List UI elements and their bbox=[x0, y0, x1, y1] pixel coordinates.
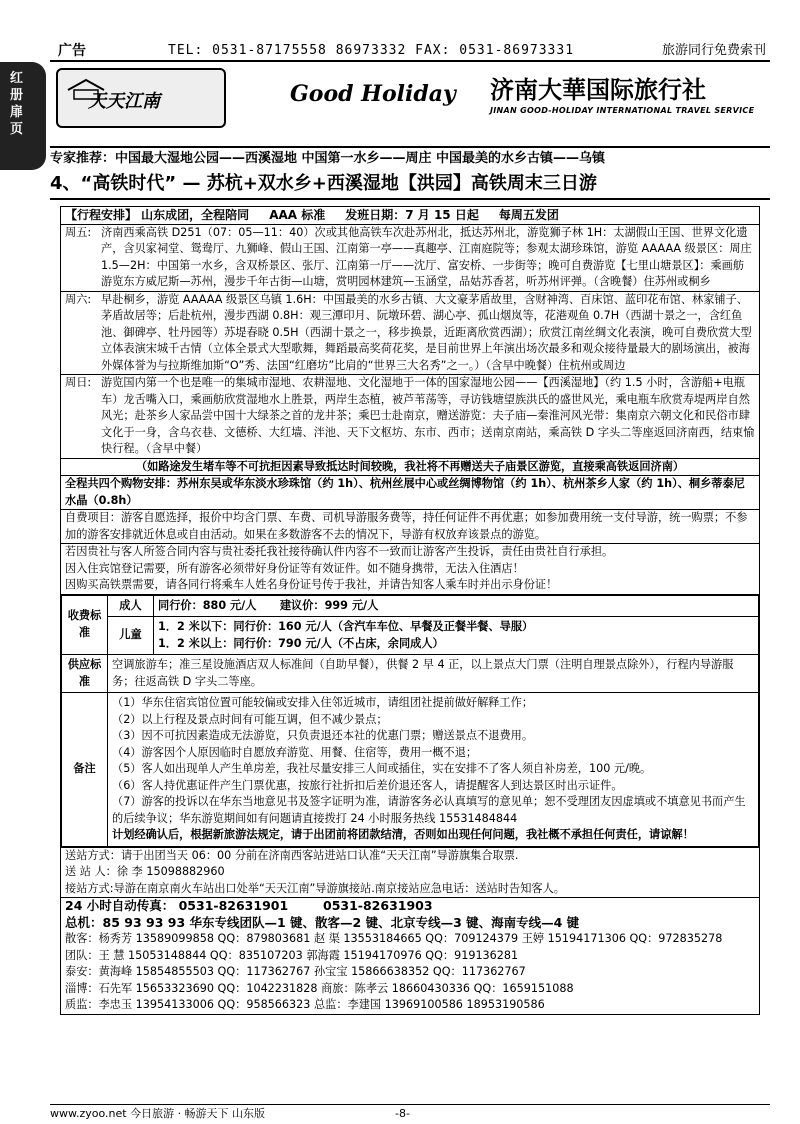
schedule-date: 发班日期：7 月 15 日起 bbox=[345, 208, 479, 222]
itinerary-box bbox=[60, 206, 760, 1015]
child-price-line: 1．2 米以下：同行价：160 元/人（含汽车车位、早餐及正餐半餐、导服） bbox=[158, 620, 534, 633]
day-row bbox=[61, 225, 759, 292]
term-item: 若因贵社与客人所签合同内容与贵社委托我社接待确认件内容不一致而让游客产生投诉，责任由贵社自行承担。 bbox=[65, 545, 614, 558]
term-item: 因入住宾馆登记需要，所有游客必须带好身份证等有效证件。如不随身携带，无法入住酒店！ bbox=[65, 561, 524, 575]
contact-line: 淄博：石先军 15653323690 QQ：1042231828 商旅：陈孝云 18660430336 QQ：1659151088 bbox=[65, 981, 574, 995]
tour-title: 4、“高铁时代” — 苏杭+双水乡+西溪湿地【洪园】高铁周末三日游 bbox=[50, 172, 770, 200]
contact-line: 质监：李忠玉 13954133006 QQ：958566323 总监：李建国 13969100586 18953190586 bbox=[65, 998, 545, 1011]
day-text: 早赴桐乡，游览 AAAAA 级景区乌镇 1.6H：中国最美的水乡古镇、大文豪茅盾故里，含财神湾、百床馆、蓝印花布馆、林家铺子、茅盾故居等；后赴杭州，漫步西湖 0.8H：观三潭印月、阮墩环碧、湖心亭、孤山烟岚等，花港观鱼 0.7H（西湖十景之一，含红鱼池、御碑亭、牡丹园等）苏堤春晓 0.5H（西湖十景之一，移步换景，近距离欣赏西湖）；欣赏江南丝绸文化表演，晚可自费欣赏大型立体表演宋城千古情（立体全景式大型歌舞，舞蹈最高奖荷花奖，是目前世界上年演出场次最多和观众接待量最大的剧场演出，被海外媒体誉为与拉斯维加斯“O”秀、法国“红磨坊”比肩的“世界三大名秀”之一。）（含早中晚餐）住杭州或周边 bbox=[101, 292, 752, 372]
company-name: 济南大華国际旅行社 bbox=[490, 76, 706, 104]
footer bbox=[50, 1104, 770, 1122]
contact-line: 泰安：黄海峰 15854855503 QQ：117362767 孙宝宝 15866638352 QQ：117362767 bbox=[65, 965, 526, 978]
self-pay-info: 自费项目：游客自愿选择，报价中均含门票、车费、司机导游服务费等，持任何证件不再优惠；如参加费用统一支付导游，统一购票；不参加的游客安排就近休息或自由活动。如果在多数游客不去的情况下，导游有权放弃该景点的游览。 bbox=[61, 510, 759, 544]
tel-fax-line: TEL: 0531-87175558 86973332 FAX: 0531-86973331 bbox=[168, 43, 575, 58]
day-label: 周六: bbox=[65, 292, 92, 306]
day-label: 周日: bbox=[65, 376, 92, 389]
day-row bbox=[61, 375, 759, 459]
adult-label: 成人 bbox=[108, 595, 154, 617]
payment-warning: 计划经确认后，根据新旅游法规定，请于出团前将团款结清，否则如出现任何问题，我社概不承担任何责任，请谅解！ bbox=[112, 828, 694, 841]
remarks-list bbox=[108, 693, 759, 847]
footer-site: www.zyoo.net 今日旅游 · 畅游天下 山东版 bbox=[50, 1107, 266, 1120]
day-text: 游览国内第一个也是唯一的集城市湿地、农耕湿地、文化湿地于一体的国家湿地公园——【西溪湿地】（约 1.5 小时，含游船+电瓶车）龙舌嘴入口，乘画舫欣赏湿地水上胜景，两岸生态植，被芦苇荡等，寻访钱塘望族洪氏的盛世风光，乘电瓶车欣赏寿堤两岸自然风光；赴茶乡人家品尝中国十大绿茶之首的龙井茶；乘巴士赴南京，赠送游览：夫子庙—秦淮河风光带：集南京六朝文化和民俗市肆文化于一身，含乌衣巷、文德桥、大红墙、泮池、天下文枢坊、东市、西市；送南京南站，乘高铁 D 字头二等座返回济南西，结束愉快行程。（含早中餐） bbox=[101, 376, 755, 455]
pickup-info: 接站方式:导游在南京南火车站出口处举“天天江南”导游旗接站.南京接站应急电话：送站时告知客人。 bbox=[65, 881, 565, 895]
page-number: -8- bbox=[395, 1107, 410, 1120]
peer-price: 同行价：880 元/人 bbox=[158, 598, 257, 612]
remark-item: （7）游客的投诉以在华东当地意见书及签字证明为准，请游客务必认真填写的意见单；恕不受理团友因虚填或不填意见书而产生的后续争议；华东游览期间如有问题请直接拨打 24 小时服务热线 15531484844 bbox=[112, 795, 746, 825]
remark-item: （2）以上行程及景点时间有可能互调，但不减少景点； bbox=[112, 712, 388, 726]
contact-line: 散客：杨秀芳 13589099858 QQ：879803681 赵 渠 13553184665 QQ：709124379 王婷 15194171306 QQ：972835278 bbox=[65, 932, 723, 945]
child-price bbox=[154, 617, 759, 655]
side-tab-char: 扉 bbox=[10, 105, 24, 120]
contact-section bbox=[61, 898, 759, 1014]
schedule-arrangement: 【行程安排】 山东成团，全程陪同 bbox=[65, 208, 250, 222]
ad-label: 广告 bbox=[58, 43, 86, 59]
fax-line bbox=[65, 898, 755, 915]
standard-text: 空调旅游车；准三星设施酒店双人标准间（自助早餐），供餐 2 早 4 正，以上景点大门票（注明自理景点除外），行程内导游服务；往返高铁 D 字头二等座。 bbox=[108, 655, 759, 693]
schedule-row bbox=[61, 207, 759, 225]
day-row bbox=[61, 292, 759, 376]
traffic-notice: （如路途发生堵车等不可抗拒因素导致抵达时间较晚，我社将不再赠送夫子庙景区游览，直接乘高铁返回济南） bbox=[61, 459, 759, 477]
side-tab-char: 红 bbox=[10, 71, 24, 86]
switchboard-line: 总机：85 93 93 93 华东专线团队—1 键、散客—2 键、北京专线—3 键、海南专线—4 键 bbox=[65, 914, 580, 930]
suggested-price: 建议价：999 元/人 bbox=[279, 598, 379, 612]
top-bar bbox=[50, 40, 770, 62]
remark-item: （4）游客因个人原因临时自愿放弃游览、用餐、住宿等，费用一概不退； bbox=[112, 745, 478, 759]
recommendation: 专家推荐：中国最大湿地公园——西溪湿地 中国第一水乡——周庄 中国最美的水乡古镇——乌镇 bbox=[50, 146, 770, 168]
remark-item: （5）客人如出现单人产生单房差，我社尽量安排三人间或插住，实在安排不了客人须自补房差，100 元/晚。 bbox=[112, 762, 652, 775]
free-label: 旅游同行免费索刊 bbox=[661, 43, 766, 58]
send-off-info: 送站方式：请于出团当天 06：00 分前在济南西客站进站口认准“天天江南”导游旗集合取票. bbox=[65, 848, 519, 862]
day-text: 济南西乘高铁 D251（07：05—11：40）次或其他高铁车次赴苏州北，抵达苏州北，游览狮子林 1H：太湖假山王国、世界文化遗产，含贝家祠堂、鸳鸯厅、九狮峰、假山王国、江南第一亭——真趣亭、江南庭院等；参观太湖珍珠馆，游览 AAAAA 级景区：周庄 1.5—2H：中国第一水乡，含双桥景区、张厅、江南第一厅——沈厅、富安桥、一步街等；晚可自费游览【七里山塘景区】：乘画舫游览东方威尼斯—苏州，漫步千年古街—山塘，赏明园林建筑—玉涵堂，品姑苏香茗，听苏州评弹。（含晚餐）住苏州或桐乡 bbox=[101, 225, 752, 288]
fax-number: 0531-82631903 bbox=[323, 898, 433, 913]
price-section bbox=[61, 595, 759, 848]
header bbox=[50, 66, 770, 134]
child-label: 儿童 bbox=[108, 617, 154, 655]
contact-line: 团队：王 慧 15053148844 QQ：835107203 郭海霞 15194170976 QQ：919136281 bbox=[65, 948, 519, 962]
standard-label: 供应标准 bbox=[62, 655, 108, 693]
side-tab-char: 册 bbox=[10, 88, 24, 103]
price-table bbox=[61, 595, 759, 847]
send-off-person: 送 站 人：徐 李 15098882960 bbox=[65, 865, 225, 878]
logo-text: 天天江南 bbox=[88, 91, 160, 112]
good-holiday-logo: Good Holiday bbox=[290, 81, 456, 107]
day-label: 周五: bbox=[65, 225, 92, 239]
remark-item: （3）因不可抗因素造成无法游览，只负责退还本社的优惠门票；赠送景点不退费用。 bbox=[112, 729, 534, 742]
remarks-label: 备注 bbox=[62, 693, 108, 847]
term-item: 因购买高铁票需要，请各同行将乘车人姓名身份证号传于我社，并请告知客人乘车时并出示身份证！ bbox=[65, 578, 558, 591]
fax-label: 24 小时自动传真： bbox=[65, 898, 175, 913]
side-tab bbox=[0, 62, 46, 170]
schedule-standard: AAA 标准 bbox=[269, 208, 326, 222]
adult-price bbox=[154, 595, 759, 617]
remark-item: （1）华东住宿宾馆位置可能较偏或安排入住邻近城市，请组团社提前做好解释工作； bbox=[112, 696, 534, 709]
remark-item: （6）客人持优惠证件产生门票优惠，按旅行社折扣后差价退还客人，请提醒客人到达景区时出示证件。 bbox=[112, 778, 623, 792]
schedule-frequency: 每周五发团 bbox=[498, 208, 559, 222]
logo bbox=[56, 68, 226, 128]
pickup-section bbox=[61, 848, 759, 899]
side-tab-char: 页 bbox=[10, 122, 24, 137]
shopping-info: 全程共四个购物安排：苏州东吴或华东淡水珍珠馆（约 1h）、杭州丝展中心或丝绸博物馆（约 1h）、杭州茶乡人家（约 1h）、桐乡蒂泰尼水晶（0.8h） bbox=[61, 476, 759, 510]
child-price-line: 1．2 米以上：同行价：790 元/人（不占床，余同成人） bbox=[158, 636, 444, 650]
company-name-en: JINAN GOOD-HOLIDAY INTERNATIONAL TRAVEL SERVICE bbox=[490, 106, 755, 115]
fax-number: 0531-82631901 bbox=[178, 898, 289, 913]
terms bbox=[61, 544, 759, 595]
price-label: 收费标准 bbox=[62, 595, 108, 655]
